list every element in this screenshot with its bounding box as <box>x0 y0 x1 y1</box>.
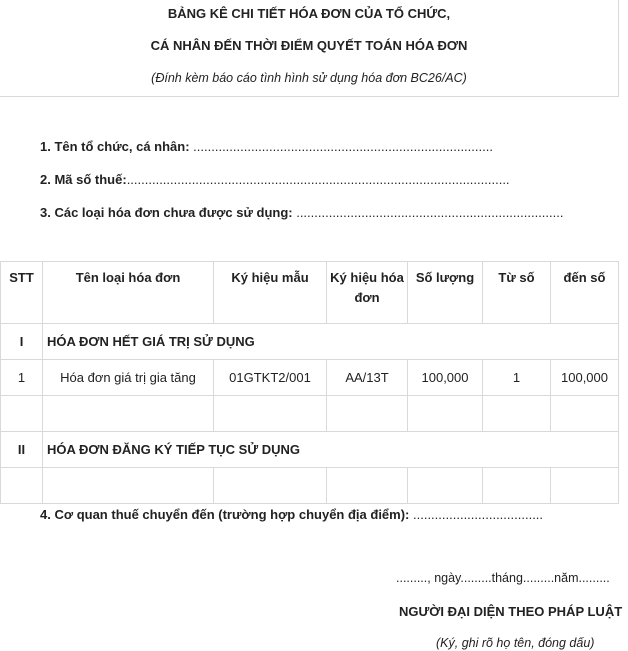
legal-representative-title: NGƯỜI ĐẠI DIỆN THEO PHÁP LUẬT <box>399 604 623 619</box>
org-name-blank[interactable]: ................................................................................... <box>189 139 493 154</box>
tax-office-transfer-field <box>40 507 543 522</box>
tax-office-transfer-label: 4. Cơ quan thuế chuyển đến (trường hợp chuyển địa điểm): <box>40 507 410 522</box>
cell-empty <box>43 468 214 504</box>
cell-empty <box>214 468 327 504</box>
tax-code-field <box>40 172 510 187</box>
cell-empty <box>408 396 483 432</box>
document-header <box>0 0 619 97</box>
col-header-quantity: Số lượng <box>408 262 483 324</box>
org-name-label: 1. Tên tổ chức, cá nhân: <box>40 139 190 154</box>
cell-form-code: 01GTKT2/001 <box>214 360 327 396</box>
col-header-invoice-symbol: Ký hiệu hóa đơn <box>327 262 408 324</box>
unused-invoice-types-blank[interactable]: .......................................................................... <box>292 205 564 220</box>
cell-empty <box>483 468 551 504</box>
document-subtitle: (Đính kèm báo cáo tình hình sử dụng hóa đơn BC26/AC) <box>151 71 467 85</box>
cell-invoice-type: Hóa đơn giá trị gia tăng <box>43 360 214 396</box>
org-name-field <box>40 139 493 154</box>
table-header-row <box>1 262 619 324</box>
section-row-expired <box>1 324 619 360</box>
invoice-table <box>0 261 619 504</box>
cell-empty <box>1 396 43 432</box>
tax-code-blank[interactable]: .......................................................................................................... <box>126 172 510 187</box>
cell-empty <box>43 396 214 432</box>
signature-note: (Ký, ghi rõ họ tên, đóng dấu) <box>436 636 595 650</box>
cell-empty <box>551 396 619 432</box>
tax-code-label: 2. Mã số thuế: <box>40 172 127 187</box>
section-title: HÓA ĐƠN HẾT GIÁ TRỊ SỬ DỤNG <box>43 324 619 360</box>
cell-invoice-symbol: AA/13T <box>327 360 408 396</box>
date-line: ........., ngày.........tháng.........năm......... <box>396 571 610 585</box>
cell-empty <box>327 396 408 432</box>
unused-invoice-types-field <box>40 205 563 220</box>
section-row-continue <box>1 432 619 468</box>
document-title-line-2: CÁ NHÂN ĐẾN THỜI ĐIỂM QUYẾT TOÁN HÓA ĐƠN <box>150 38 468 53</box>
section-number: II <box>1 432 43 468</box>
col-header-from-no: Từ số <box>483 262 551 324</box>
section-number: I <box>1 324 43 360</box>
cell-to-no: 100,000 <box>551 360 619 396</box>
cell-empty <box>327 468 408 504</box>
cell-from-no: 1 <box>483 360 551 396</box>
cell-empty <box>551 468 619 504</box>
cell-empty <box>1 468 43 504</box>
unused-invoice-types-label: 3. Các loại hóa đơn chưa được sử dụng: <box>40 205 293 220</box>
tax-office-transfer-blank[interactable]: .................................... <box>409 507 544 522</box>
table-row <box>1 360 619 396</box>
table-row-empty <box>1 396 619 432</box>
cell-empty <box>408 468 483 504</box>
section-title: HÓA ĐƠN ĐĂNG KÝ TIẾP TỤC SỬ DỤNG <box>43 432 619 468</box>
cell-quantity: 100,000 <box>408 360 483 396</box>
col-header-invoice-type: Tên loại hóa đơn <box>43 262 214 324</box>
col-header-to-no: đến số <box>551 262 619 324</box>
table-row-empty <box>1 468 619 504</box>
col-header-form-code: Ký hiệu mẫu <box>214 262 327 324</box>
col-header-stt: STT <box>1 262 43 324</box>
cell-empty <box>483 396 551 432</box>
cell-empty <box>214 396 327 432</box>
cell-stt: 1 <box>1 360 43 396</box>
document-title-line-1: BẢNG KÊ CHI TIẾT HÓA ĐƠN CỦA TỔ CHỨC, <box>167 6 451 21</box>
